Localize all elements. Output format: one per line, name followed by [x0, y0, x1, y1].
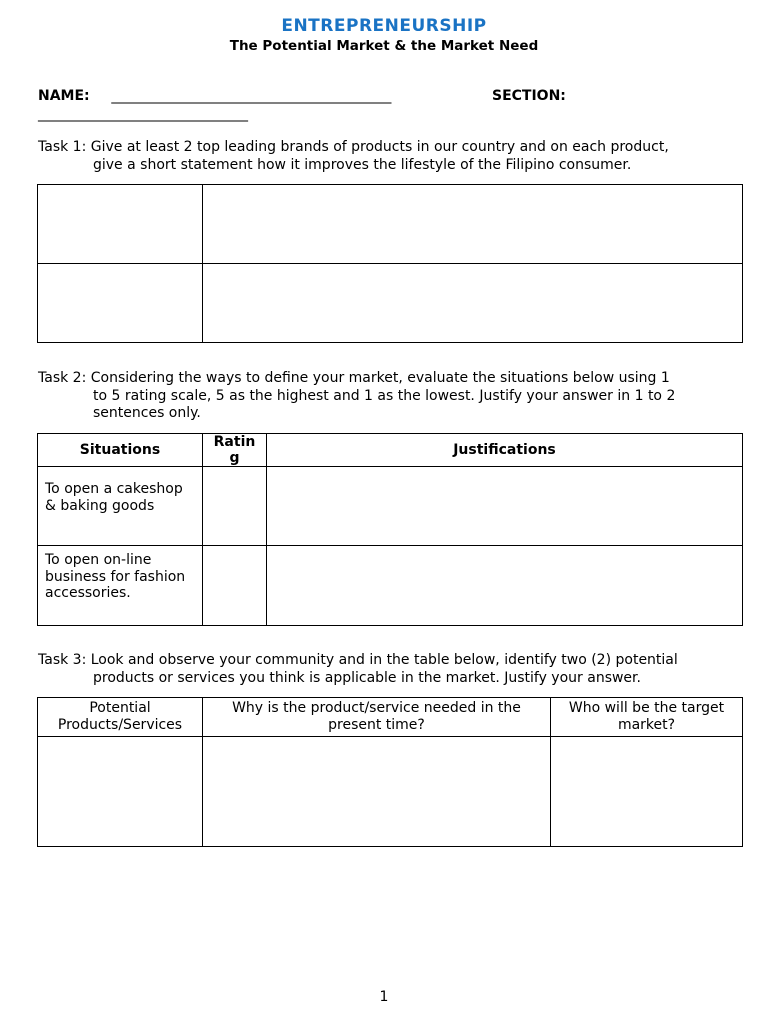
- product-cell[interactable]: [38, 737, 203, 847]
- task3-table: [37, 697, 743, 847]
- section-label: SECTION:: [492, 88, 566, 104]
- task1-statement-cell[interactable]: [203, 185, 743, 264]
- task2-line2: to 5 rating scale, 5 as the highest and 1 as the lowest. Justify your answer in 1 to 2: [93, 387, 676, 404]
- task3-line1: Task 3: Look and observe your community and in the table below, identify two (2) potential: [38, 652, 678, 668]
- need-cell[interactable]: [203, 737, 551, 847]
- justification-cell[interactable]: [267, 546, 743, 626]
- rating-cell[interactable]: [203, 546, 267, 626]
- task1-line1: Task 1: Give at least 2 top leading brands of products in our country and on each product,: [38, 139, 669, 155]
- page-number: 1: [379, 989, 389, 1005]
- task2-table: [37, 433, 743, 626]
- rating-cell[interactable]: [203, 467, 267, 546]
- justification-cell[interactable]: [267, 467, 743, 546]
- situation-cell: To open on-line business for fashion accessories.: [38, 546, 203, 626]
- task2-line3: sentences only.: [93, 405, 201, 421]
- task3-instructions: [38, 652, 738, 687]
- target-market-cell[interactable]: [551, 737, 743, 847]
- task1-table: [37, 184, 743, 343]
- rating-header: Rating: [203, 434, 267, 467]
- document-title: ENTREPRENEURSHIP: [281, 16, 487, 36]
- name-blank[interactable]: ________________________________________: [111, 88, 392, 104]
- situation-cell: To open a cakeshop & baking goods: [38, 467, 203, 546]
- potential-products-header: Potential Products/Services: [38, 698, 203, 737]
- task2-line1: Task 2: Considering the ways to define your market, evaluate the situations below using 1: [38, 370, 670, 386]
- task2-instructions: [38, 370, 738, 423]
- name-label: NAME:: [38, 88, 90, 104]
- task1-brand-cell[interactable]: [38, 264, 203, 343]
- task3-line2: products or services you think is applicable in the market. Justify your answer.: [93, 669, 641, 686]
- justifications-header: Justifications: [267, 434, 743, 467]
- task1-statement-cell[interactable]: [203, 264, 743, 343]
- product-need-header: Why is the product/service needed in the present time?: [203, 698, 551, 737]
- section-blank[interactable]: ______________________________: [38, 106, 248, 122]
- target-market-header: Who will be the target market?: [551, 698, 743, 737]
- situations-header: Situations: [38, 434, 203, 467]
- task1-brand-cell[interactable]: [38, 185, 203, 264]
- task1-instructions: [38, 139, 738, 174]
- task1-line2: give a short statement how it improves the lifestyle of the Filipino consumer.: [93, 156, 632, 173]
- name-row: [38, 88, 391, 104]
- document-subtitle: The Potential Market & the Market Need: [229, 38, 539, 54]
